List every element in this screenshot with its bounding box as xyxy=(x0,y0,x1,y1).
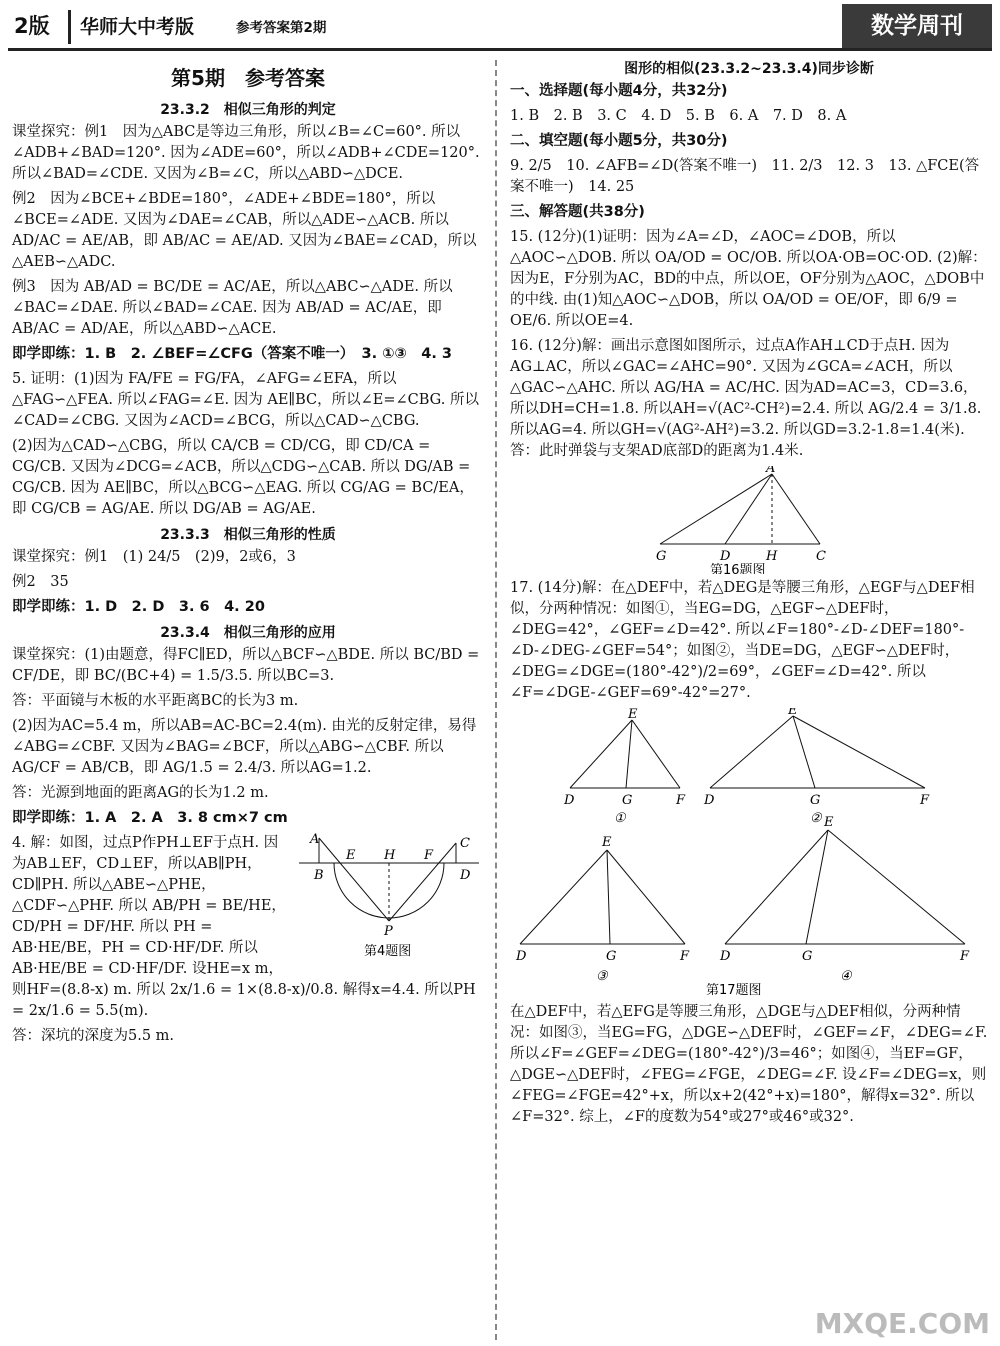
paragraph: 4. 解：如图，过点P作PH⊥EF于点H. 因为AB⊥EF，CD⊥EF，所以AB∥PH，CD∥PH. 所以△ABE∽△PHE，△CDF∽△PHF. 所以 AB/PH = BE/HE，CD/PH = DF/HF. 所以 PH = AB·HE/BE，PH = CD·HF/DF. 所以 AB·HE/BE = CD·HF/DF. 设HE=x m，则HF=(8.8-x) m. 所以 2x/1.6 = 1×(8.8-x)/0.8. 解得x=4.4. 所以PH = 2x/1.6 = 5.5(m). xyxy=(12,835,476,1019)
fig17-label: F xyxy=(676,793,686,808)
fig4-label: E xyxy=(346,848,356,863)
fig17-label: F xyxy=(920,793,930,808)
section-heading: 23.3.2 相似三角形的判定 xyxy=(160,102,336,118)
fig17-label: F xyxy=(680,949,690,964)
fig16-label: C xyxy=(816,549,826,564)
fig17-caption: 第17题图 xyxy=(706,983,762,998)
fig16-label: D xyxy=(720,549,731,564)
fig17-number: ① xyxy=(614,811,626,826)
fig4-label: B xyxy=(314,868,324,883)
section-heading: 23.3.3 相似三角形的性质 xyxy=(160,527,336,543)
fig16-caption: 第16题图 xyxy=(710,563,766,574)
paragraph: 17. (14分)解：在△DEF中，若△DEG是等腰三角形，△EGF与△DEF相似，分两种情况：如图①，当EG=DG，△EGF∽△DEF时，∠DEG=42°，∠GEF=∠D=42°. 所以∠F=180°-∠D-∠DEF=180°-∠D-∠DEG-∠GEF=54°；如图②，当DE=DG，△EGF∽△DEF时，∠DEG=∠DGE=(180°-42°)/2=69°，∠GEF=∠D=42°. 所以∠F=∠DGE-∠GEF=69°-42°=27°. xyxy=(510,580,975,701)
figure-16 xyxy=(510,466,988,574)
practice-answers: 即学即练：1. D 2. D 3. 6 4. 20 xyxy=(12,599,265,615)
fig4-label: C xyxy=(460,836,470,851)
figure-4 xyxy=(294,833,484,963)
page-title: 第5期 参考答案 xyxy=(171,66,325,90)
fig17-label: D xyxy=(516,949,527,964)
paragraph: (2)因为△CAD∽△CBG，所以 CA/CB = CD/CG，即 CD/CA = CG/CB. 又因为∠DCG=∠ACB，所以△CDG∽△CAB. 所以 DG/AB = CG/CB. 因为 AE∥BC，所以△BCG∽△EAG. 所以 CG/AG = BC/EA，即 CG/CB = AG/AE. 所以 DG/AB = AG/AE. xyxy=(12,438,474,517)
fig17-label: G xyxy=(622,793,633,808)
fig4-caption: 第4题图 xyxy=(364,944,412,959)
section-heading: 23.3.4 相似三角形的应用 xyxy=(160,625,336,641)
left-column xyxy=(12,56,484,1051)
brand-banner: 数学周刊 xyxy=(842,4,992,48)
fill-answers: 9. 2/5 10. ∠AFB=∠D(答案不唯一) 11. 2/3 12. 3 13. △FCE(答案不唯一) 14. 25 xyxy=(510,158,980,195)
paragraph: 课堂探究：例1 (1) 24/5 (2)9，2或6，3 xyxy=(12,549,296,565)
part-heading: 三、解答题(共38分) xyxy=(510,204,645,220)
fig4-label: F xyxy=(424,848,434,863)
fig16-label: H xyxy=(766,549,778,564)
paragraph: (2)因为AC=5.4 m，所以AB=AC-BC=2.4(m). 由光的反射定律，易得∠ABG=∠CBF. 又因为∠BAG=∠BCF，所以△ABG∽△CBF. 所以 AG/CF = AB/CB，即 AG/1.5 = 2.4/3. 所以AG=1.2. xyxy=(12,718,477,776)
paragraph: 例3 因为 AB/AD = BC/DE = AC/AE，所以△ABC∽△ADE. 所以∠BAC=∠DAE. 所以∠BAD=∠CAE. 因为 AB/AD = AC/AE，即 AB/AC = AD/AE，所以△ABD∽△ACE. xyxy=(12,279,453,337)
part-heading: 一、选择题(每小题4分，共32分) xyxy=(510,83,728,99)
fig17-label: E xyxy=(824,815,834,830)
fig16-label: A xyxy=(766,466,776,476)
fig17-label: F xyxy=(960,949,970,964)
paragraph: 课堂探究：例1 因为△ABC是等边三角形，所以∠B=∠C=60°. 所以∠ADB+∠BAD=120°. 因为∠ADE=60°，所以∠ADB+∠CDE=120°. 所以∠BAD=∠CDE. 又因为∠B=∠C，所以△ABD∽△DCE. xyxy=(12,124,480,182)
fig4-label: A xyxy=(310,833,320,847)
paragraph: 16. (12分)解：画出示意图如图所示，过点A作AH⊥CD于点H. 因为AG⊥AC，所以∠GAC=∠AHC=90°. 又因为∠GCA=∠ACH，所以△GAC∽△AHC. 所以 AG/HA = AC/HC. 因为AD=AC=3，CD=3.6，所以DH=CH=1.8. 所以AH=√(AC²-CH²)=2.4. 所以 AG/2.4 = 3/1.8. 所以AG=4. 所以GH=√(AG²-AH²)=3.2. 所以GD=3.2-1.8=1.4(米). 答：此时弹袋与支架AD底部D的距离为1.4米. xyxy=(510,338,982,459)
paragraph: 15. (12分)(1)证明：因为∠A=∠D，∠AOC=∠DOB，所以△AOC∽△DOB. 所以 OA/OD = OC/OB. 所以OA·OB=OC·OD. (2)解：因为E，F分别为AC，BD的中点，所以OE，OF分别为△AOC，△DOB中的中线. 由(1)知△AOC∽△DOB，所以 OA/OD = OE/OF，即 6/9 = OE/6. 所以OE=4. xyxy=(510,229,987,329)
paragraph: 答：平面镜与木板的水平距离BC的长为3 m. xyxy=(12,693,299,709)
paragraph: 在△DEF中，若△EFG是等腰三角形，△DGE与△DEF相似，分两种情况：如图③，当EG=FG，△DGE∽△DEF时，∠GEF=∠F，∠DEG=∠F. 所以∠F=∠GEF=∠DEG=(180°-42°)/3=46°；如图④，当EF=GF，△DGE∽△DEF时，∠FEG=∠FGE，∠DEG=∠F. 设∠F=∠DEG=x，则∠FEG=∠FGE=42°+x，所以x+2(42°+x)=180°，解得x=32°. 所以∠F=32°. 综上，∠F的度数为54°或27°或46°或32°. xyxy=(510,1004,988,1125)
column-divider xyxy=(495,60,497,1340)
fig4-label: H xyxy=(384,848,396,863)
part-heading: 二、填空题(每小题5分，共30分) xyxy=(510,133,728,149)
fig17-label: G xyxy=(810,793,821,808)
fig16-label: G xyxy=(656,549,667,564)
fig17-label: G xyxy=(606,949,617,964)
paragraph: 5. 证明：(1)因为 FA/FE = FG/FA，∠AFG=∠EFA，所以△FAG∽△FEA. 所以∠FAG=∠E. 因为 AE∥BC，所以∠E=∠CBG. 所以∠CAD=∠CBG. 又因为∠ACD=∠BCG，所以△CAD∽△CBG. xyxy=(12,371,479,429)
figure-17 xyxy=(510,708,988,998)
fig17-number: ② xyxy=(810,811,822,826)
paragraph: 答：光源到地面的距离AG的长为1.2 m. xyxy=(12,785,269,801)
edition-label: 2版 xyxy=(14,14,50,38)
header-divider xyxy=(68,10,71,44)
paragraph: 例2 35 xyxy=(12,574,69,590)
practice-answers: 即学即练：1. B 2. ∠BEF=∠CFG（答案不唯一） 3. ①③ 4. 3 xyxy=(12,346,452,362)
practice-answers: 即学即练：1. A 2. A 3. 8 cm×7 cm xyxy=(12,810,288,826)
fig4-label: P xyxy=(384,924,393,939)
fig4-label: D xyxy=(460,868,471,883)
fig17-label: E xyxy=(602,835,612,850)
paragraph: 答：深坑的深度为5.5 m. xyxy=(12,1028,175,1044)
fig17-number: ④ xyxy=(840,969,852,984)
paragraph: 课堂探究：(1)由题意，得FC∥ED，所以△BCF∽△BDE. 所以 BC/BD = CF/DE，即 BC/(BC+4) = 1.5/3.5. 所以BC=3. xyxy=(12,647,480,684)
page-header xyxy=(8,4,992,51)
fig17-label: E xyxy=(628,708,638,722)
paragraph: 例2 因为∠BCE+∠BDE=180°，∠ADE+∠BDE=180°，所以∠BCE=∠ADE. 又因为∠DAE=∠CAB，所以△ADE∽△ACB. 所以 AD/AC = AE/AB，即 AB/AC = AE/AD. 又因为∠BAE=∠CAD，所以△AEB∽△ADC. xyxy=(12,191,477,270)
section-heading: 图形的相似(23.3.2~23.3.4)同步诊断 xyxy=(624,61,874,77)
right-column xyxy=(510,56,988,1132)
fig17-label: E xyxy=(788,708,798,718)
fig17-number: ③ xyxy=(596,969,608,984)
fig17-label: D xyxy=(704,793,715,808)
issue-subtitle: 参考答案第2期 xyxy=(236,20,327,36)
fig17-label: D xyxy=(720,949,731,964)
fig17-label: G xyxy=(802,949,813,964)
publisher-label: 华师大中考版 xyxy=(80,16,195,38)
fig17-label: D xyxy=(564,793,575,808)
watermark: MXQE.COM xyxy=(814,1307,990,1340)
choice-answers: 1. B 2. B 3. C 4. D 5. B 6. A 7. D 8. A xyxy=(510,108,847,124)
